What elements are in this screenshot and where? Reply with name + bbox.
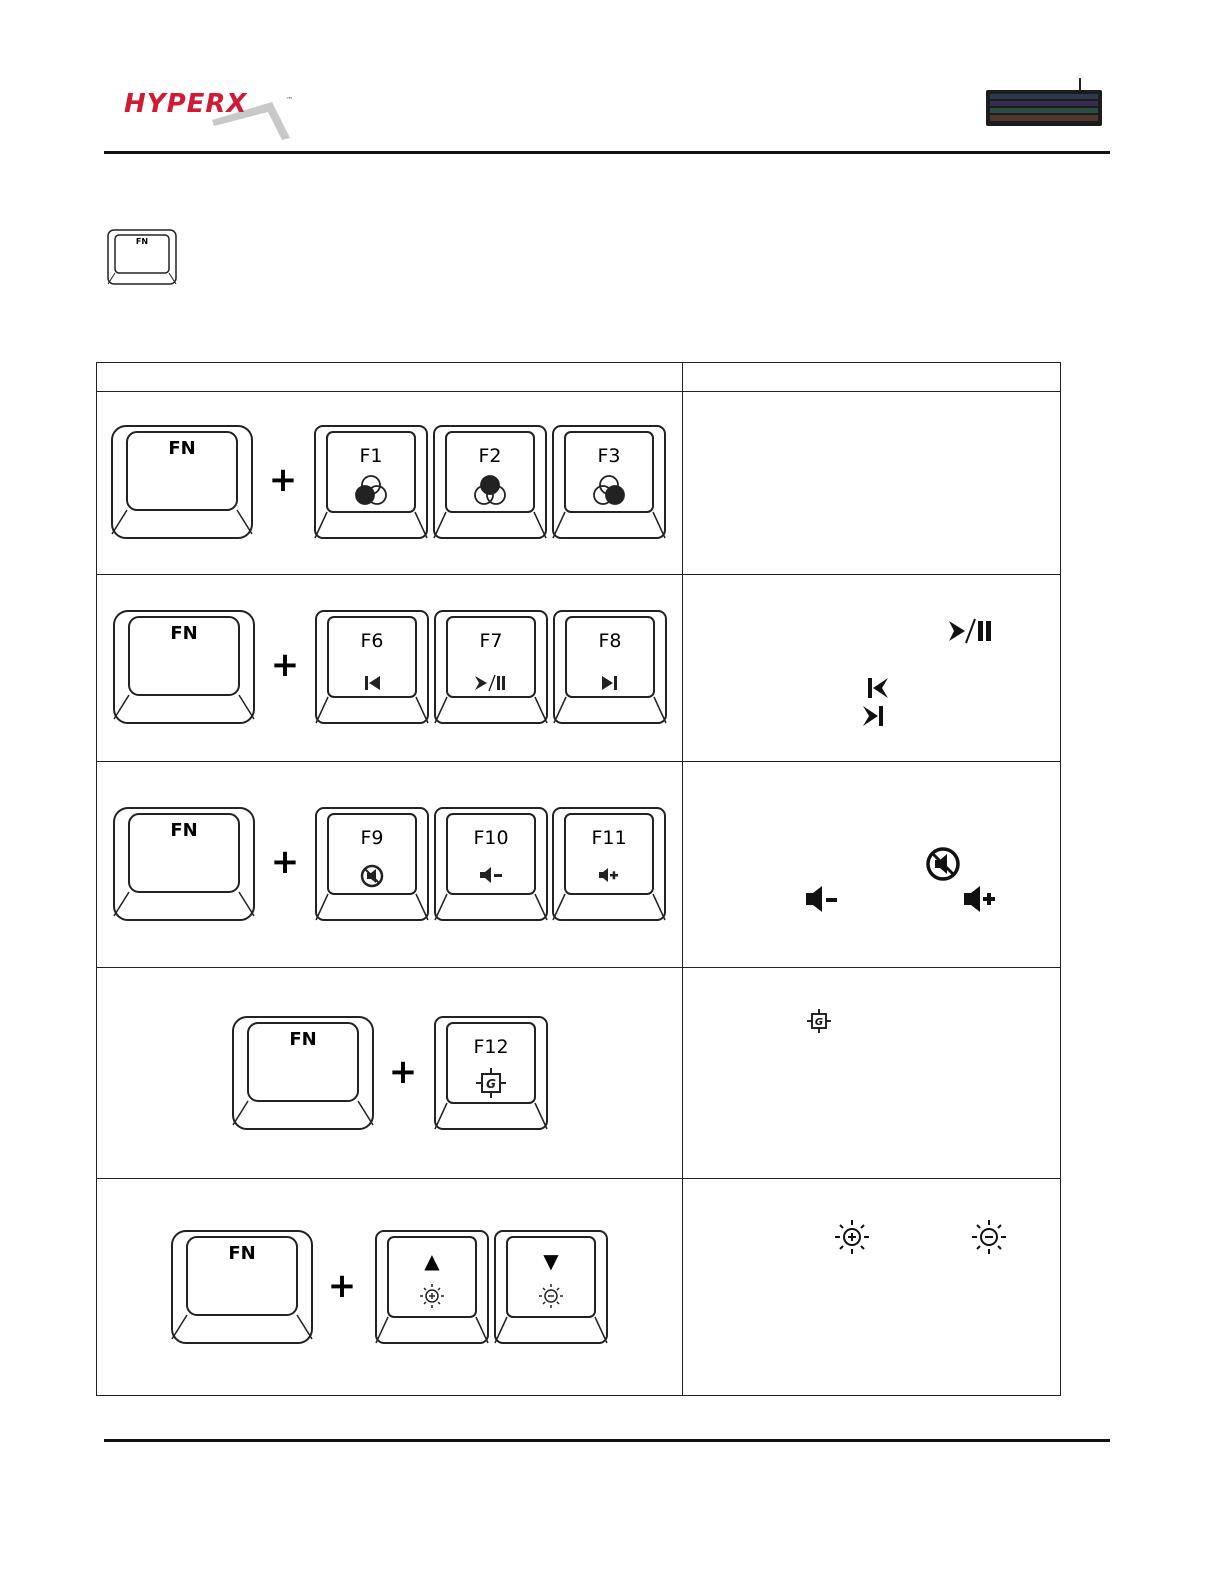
f12-label: F12 [473, 1036, 509, 1058]
table-row-volume-controls [97, 762, 1061, 968]
plus-sign: + [270, 842, 300, 882]
svg-text:G: G [486, 1077, 496, 1091]
arrow-up-key [376, 1231, 488, 1343]
volume-down-icon [804, 884, 840, 914]
fn-key-label: FN [289, 1029, 317, 1050]
f6-key [316, 611, 428, 723]
mute-icon [925, 846, 961, 882]
plus-sign: + [268, 460, 298, 500]
f2-key [434, 426, 546, 538]
fn-key-icon [106, 228, 178, 286]
brightness-down-icon [969, 1217, 1009, 1257]
arrow-up-label: ▲ [424, 1249, 440, 1273]
function-cell [683, 1179, 1061, 1396]
combination-cell [97, 392, 683, 575]
table-row-brightness [97, 1179, 1061, 1396]
function-cell [683, 968, 1061, 1179]
f3-label: F3 [597, 445, 621, 467]
table-row-media-controls [97, 575, 1061, 762]
fn-key-label: FN [170, 820, 198, 841]
combination-cell [97, 762, 683, 968]
f1-label: F1 [359, 445, 383, 467]
previous-track-icon [866, 676, 890, 700]
f11-key [553, 808, 665, 920]
function-cell [683, 575, 1061, 762]
f9-key [316, 808, 428, 920]
header-cell-combination [97, 363, 683, 392]
fn-f9-f11-combo [97, 762, 683, 967]
arrow-down-key [495, 1231, 607, 1343]
arrow-down-label: ▼ [543, 1249, 559, 1273]
f7-key [435, 611, 547, 723]
fn-key [233, 1017, 373, 1129]
hyperx-logo [122, 80, 302, 144]
combination-cell [97, 1179, 683, 1396]
f11-label: F11 [591, 827, 627, 849]
fn-combination-table [96, 362, 1061, 1396]
plus-sign: + [327, 1266, 357, 1306]
fn-key [114, 808, 254, 920]
fn-key [112, 426, 252, 538]
logo-wordmark: HYPERX [124, 89, 248, 119]
f10-key [435, 808, 547, 920]
next-track-icon [861, 704, 885, 728]
svg-text:G: G [814, 1017, 824, 1028]
f2-label: F2 [478, 445, 502, 467]
table-row-lighting-profiles [97, 392, 1061, 575]
fn-arrows-combo [97, 1179, 683, 1395]
f1-key [315, 426, 427, 538]
fn-key-label: FN [168, 438, 196, 459]
volume-up-icon [962, 884, 998, 914]
fn-key-label: FN [228, 1243, 256, 1264]
brightness-up-icon [832, 1217, 872, 1257]
function-cell [683, 392, 1061, 575]
f7-label: F7 [479, 630, 503, 652]
f9-label: F9 [360, 827, 384, 849]
f3-key [553, 426, 665, 538]
fn-key [114, 611, 254, 723]
combination-cell [97, 575, 683, 762]
f8-label: F8 [598, 630, 622, 652]
header-cell-function [683, 363, 1061, 392]
combination-cell [97, 968, 683, 1179]
plus-sign: + [270, 645, 300, 685]
game-mode-icon [805, 1007, 833, 1035]
f12-key [435, 1017, 547, 1129]
fn-f12-combo [97, 968, 683, 1178]
f6-label: F6 [360, 630, 384, 652]
header-divider [104, 151, 1110, 154]
table-header-row [97, 363, 1061, 392]
f10-label: F10 [473, 827, 509, 849]
table-row-game-mode [97, 968, 1061, 1179]
f8-key [554, 611, 666, 723]
fn-f1-f3-combo [97, 392, 683, 574]
fn-f6-f8-combo [97, 575, 683, 761]
keyboard-thumbnail-image [984, 78, 1104, 128]
logo-trademark: ™ [286, 96, 293, 104]
fn-key-label: FN [170, 623, 198, 644]
footer-divider [104, 1439, 1110, 1442]
fn-key-label: FN [135, 237, 149, 246]
function-cell [683, 762, 1061, 968]
fn-key [172, 1231, 312, 1343]
play-pause-icon [947, 617, 995, 645]
plus-sign: + [388, 1052, 418, 1092]
